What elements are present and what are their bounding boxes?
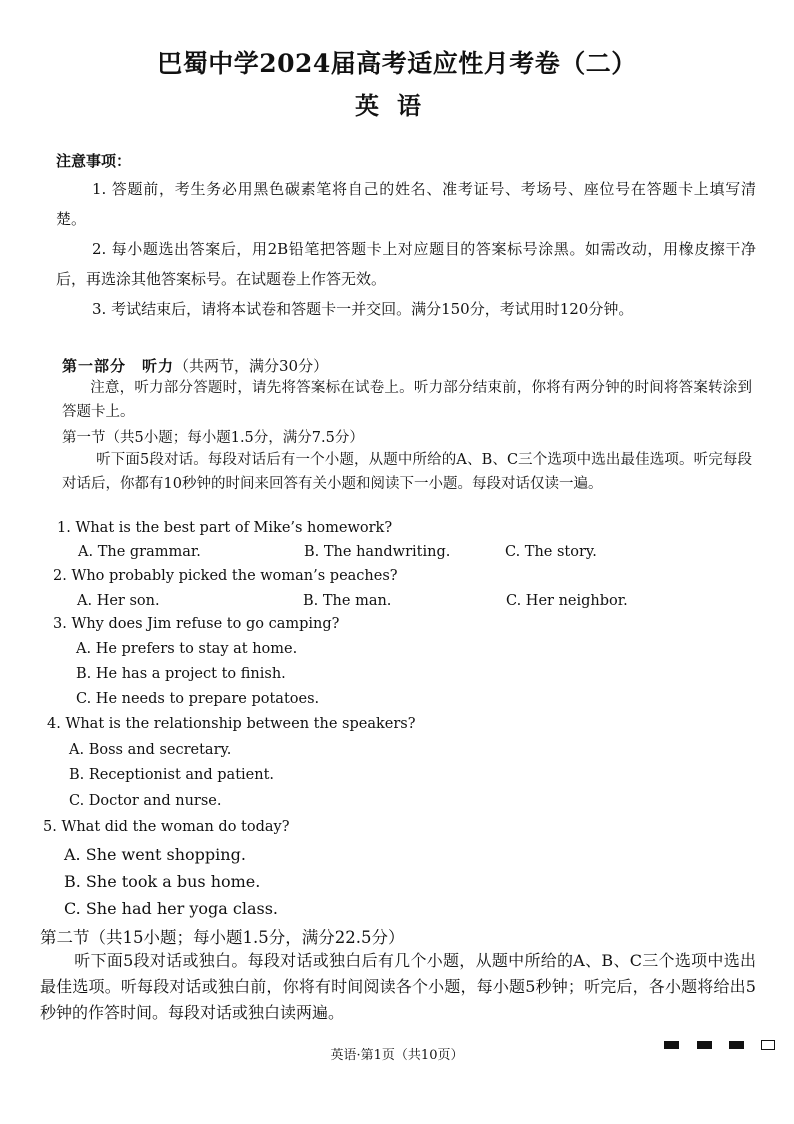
question-4-option-b: B. Receptionist and patient. xyxy=(69,767,275,783)
notice-item-1-text: 1. 答题前，考生务必用黑色碳素笔将自己的姓名、准考证号、考场号、座位号在答题卡上填写清楚。 xyxy=(56,180,756,228)
question-3-option-a: A. He prefers to stay at home. xyxy=(76,641,298,657)
section2-instructions-text: 听下面5段对话或独白。每段对话或独白后有几个小题，从题中所给的A、B、C三个选项中选出最佳选项。听每段对话或独白前，你将有时间阅读各个小题，每小题5秒钟；听完后，各小题将给出5秒钟的作答时间。每段对话或独白读两遍。 xyxy=(40,951,756,1022)
section1-instructions xyxy=(62,448,752,496)
question-4-option-c: C. Doctor and nurse. xyxy=(69,793,222,809)
notice-item-2-text: 2. 每小题选出答案后，用2B铅笔把答题卡上对应题目的答案标号涂黑。如需改动，用橡皮擦干净后，再选涂其他答案标号。在试题卷上作答无效。 xyxy=(56,240,756,288)
question-5: 5. What did the woman do today? xyxy=(43,819,290,835)
notice-heading: 注意事项： xyxy=(56,152,132,170)
part1-intro xyxy=(62,376,752,424)
part1-heading xyxy=(62,355,328,376)
part1-heading-main: 第一部分 听力 xyxy=(62,357,175,375)
question-1-option-a: A. The grammar. xyxy=(78,544,201,560)
question-3-option-c: C. He needs to prepare potatoes. xyxy=(76,691,320,707)
question-2-option-b: B. The man. xyxy=(303,593,392,609)
page-footer: 英语·第1页（共10页） xyxy=(330,1048,464,1063)
registration-mark xyxy=(664,1041,679,1049)
notice-item-1 xyxy=(56,174,756,234)
part1-intro-text: 注意，听力部分答题时，请先将答案标在试卷上。听力部分结束前，你将有两分钟的时间将答案转涂到答题卡上。 xyxy=(62,380,752,420)
question-1-option-b: B. The handwriting. xyxy=(304,544,451,560)
question-3: 3. Why does Jim refuse to go camping? xyxy=(53,616,340,632)
question-2: 2. Who probably picked the woman’s peaches? xyxy=(53,568,398,584)
question-5-option-a: A. She went shopping. xyxy=(64,845,246,864)
notice-item-3 xyxy=(56,294,756,324)
question-4: 4. What is the relationship between the speakers? xyxy=(47,716,416,732)
question-4-option-a: A. Boss and secretary. xyxy=(69,742,232,758)
question-5-option-c: C. She had her yoga class. xyxy=(64,899,279,918)
registration-mark xyxy=(697,1041,712,1049)
notice-item-2 xyxy=(56,234,756,294)
question-3-option-b: B. He has a project to finish. xyxy=(76,666,286,682)
section2-heading: 第二节（共15小题；每小题1.5分，满分22.5分） xyxy=(40,928,405,947)
section1-instructions-text: 听下面5段对话。每段对话后有一个小题，从题中所给的A、B、C三个选项中选出最佳选项。听完每段对话后，你都有10秒钟的时间来回答有关小题和阅读下一小题。每段对话仅读一遍。 xyxy=(62,452,752,492)
exam-title: 巴蜀中学2024届高考适应性月考卷（二） xyxy=(157,49,637,78)
notice-item-3-text: 3. 考试结束后，请将本试卷和答题卡一并交回。满分150分，考试用时120分钟。 xyxy=(92,300,634,318)
question-1: 1. What is the best part of Mike’s homework? xyxy=(57,520,393,536)
subject-title: 英语 xyxy=(355,91,439,120)
section1-heading: 第一节（共5小题；每小题1.5分，满分7.5分） xyxy=(62,430,364,446)
section2-instructions xyxy=(40,948,756,1026)
question-5-option-b: B. She took a bus home. xyxy=(64,872,261,891)
question-2-option-a: A. Her son. xyxy=(77,593,160,609)
part1-heading-note: （共两节，满分30分） xyxy=(174,357,329,375)
registration-mark xyxy=(729,1041,744,1049)
question-2-option-c: C. Her neighbor. xyxy=(506,593,628,609)
question-1-option-c: C. The story. xyxy=(505,544,597,560)
registration-mark-open xyxy=(761,1040,775,1050)
